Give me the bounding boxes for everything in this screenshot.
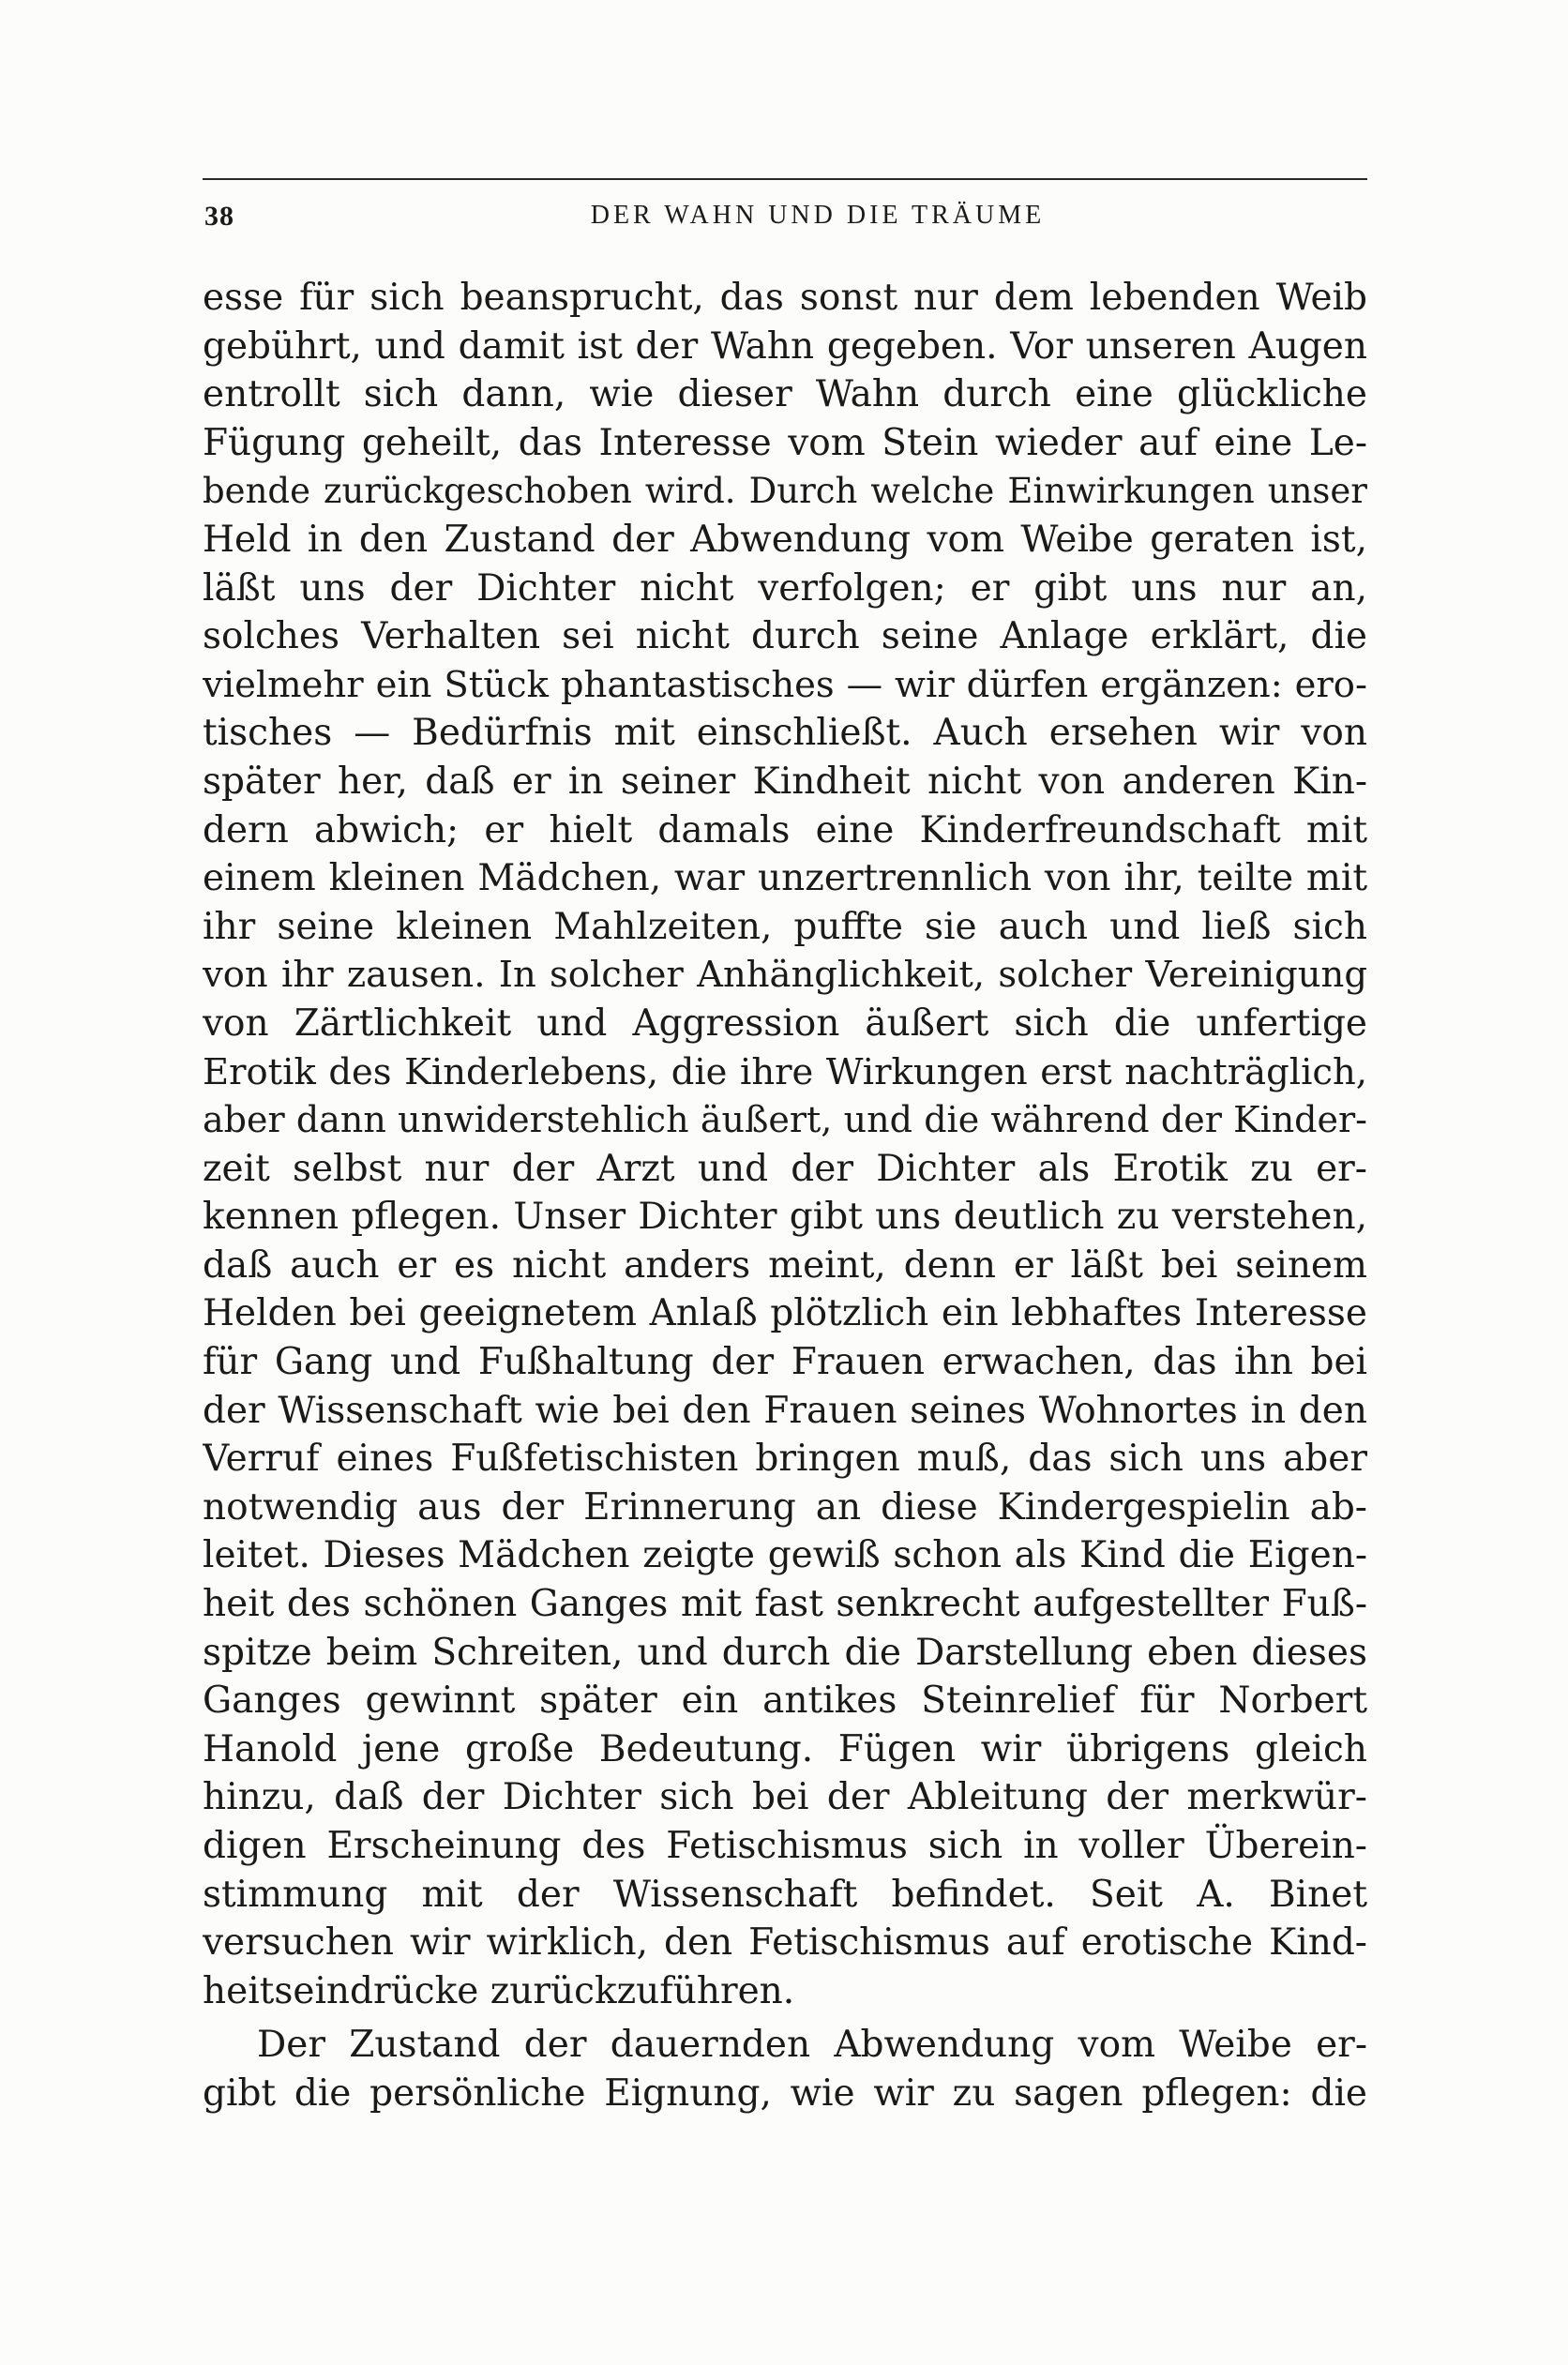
text-line: später her, daß er in seiner Kindheit nicht von anderen Kin-	[203, 760, 1367, 803]
text-line: leitet. Dieses Mädchen zeigte gewiß schon als Kind die Eigen-	[203, 1534, 1367, 1577]
text-line: esse für sich beansprucht, das sonst nur dem lebenden Weib	[203, 277, 1367, 319]
text-line: dern abwich; er hielt damals eine Kinderfreundschaft mit	[203, 808, 1367, 851]
text-line: entrollt sich dann, wie dieser Wahn durch eine glückliche	[203, 373, 1367, 416]
text-line: vielmehr ein Stück phantastisches — wir dürfen ergänzen: ero-	[203, 663, 1367, 706]
text-line: einem kleinen Mädchen, war unzertrennlich von ihr, teilte mit	[203, 857, 1367, 900]
text-line: Der Zustand der dauernden Abwendung vom Weibe er-	[257, 2024, 1367, 2067]
header-rule	[203, 178, 1367, 180]
text-line: von Zärtlichkeit und Aggression äußert sich die unfertige	[203, 1002, 1367, 1045]
text-line: gibt die persönliche Eignung, wie wir zu sagen pflegen: die	[203, 2071, 1367, 2115]
text-line: heit des schönen Ganges mit fast senkrecht aufgestellter Fuß-	[203, 1583, 1367, 1626]
text-line: heitseindrücke zurückzuführen.	[203, 1969, 795, 2012]
paragraph-2	[203, 2021, 1367, 2117]
text-line: versuchen wir wirklich, den Fetischismus auf erotische Kind-	[203, 1921, 1367, 1965]
paragraph-1	[203, 274, 1367, 2015]
text-line: kennen pflegen. Unser Dichter gibt uns deutlich zu verstehen,	[203, 1196, 1367, 1239]
text-line: aber dann unwiderstehlich äußert, und die während der Kinder-	[203, 1099, 1367, 1141]
text-line: gebührt, und damit ist der Wahn gegeben. Vor unseren Augen	[203, 324, 1367, 368]
text-line: Fügung geheilt, das Interesse vom Stein wieder auf eine Le-	[203, 421, 1367, 464]
text-line: digen Erscheinung des Fetischismus sich in voller Überein-	[203, 1825, 1367, 1867]
text-line: ihr seine kleinen Mahlzeiten, puffte sie auch und ließ sich	[203, 905, 1367, 948]
text-line: stimmung mit der Wissenschaft befindet. Seit A. Binet	[203, 1873, 1367, 1916]
text-line: Ganges gewinnt später ein antikes Steinrelief für Norbert	[203, 1680, 1367, 1723]
text-line: hinzu, daß der Dichter sich bei der Ableitung der merkwür-	[203, 1776, 1367, 1819]
text-line: tisches — Bedürfnis mit einschließt. Auch ersehen wir von	[203, 712, 1367, 755]
text-line: Held in den Zustand der Abwendung vom Weibe geraten ist,	[203, 518, 1367, 561]
text-line: für Gang und Fußhaltung der Frauen erwachen, das ihn bei	[203, 1341, 1367, 1384]
page-header	[203, 178, 1367, 238]
text-line: läßt uns der Dichter nicht verfolgen; er gibt uns nur an,	[203, 566, 1367, 610]
text-line: solches Verhalten sei nicht durch seine Anlage erklärt, die	[203, 615, 1367, 658]
text-line: spitze beim Schreiten, und durch die Darstellung eben dieses	[203, 1631, 1367, 1674]
text-line: zeit selbst nur der Arzt und der Dichter als Erotik zu er-	[203, 1147, 1367, 1190]
text-line: von ihr zausen. In solcher Anhänglichkeit, solcher Vereinigung	[203, 954, 1367, 997]
text-line: Verruf eines Fußfetischisten bringen muß, das sich uns aber	[203, 1438, 1367, 1481]
text-line: Helden bei geeignetem Anlaß plötzlich ein lebhaftes Interesse	[203, 1292, 1367, 1335]
text-line: Erotik des Kinderlebens, die ihre Wirkungen erst nachträglich,	[203, 1050, 1367, 1093]
text-line: notwendig aus der Erinnerung an diese Kindergespielin ab-	[203, 1485, 1367, 1529]
running-title: DER WAHN UND DIE TRÄUME	[590, 201, 1046, 230]
body-text	[203, 274, 1367, 2118]
text-line: Hanold jene große Bedeutung. Fügen wir übrigens gleich	[203, 1727, 1367, 1770]
text-line: daß auch er es nicht anders meint, denn er läßt bei seinem	[203, 1243, 1367, 1287]
page-number: 38	[204, 201, 234, 232]
text-line: der Wissenschaft wie bei den Frauen seines Wohnortes in den	[203, 1389, 1367, 1432]
text-line: bende zurückgeschoben wird. Durch welche Einwirkungen unser	[203, 471, 1367, 512]
